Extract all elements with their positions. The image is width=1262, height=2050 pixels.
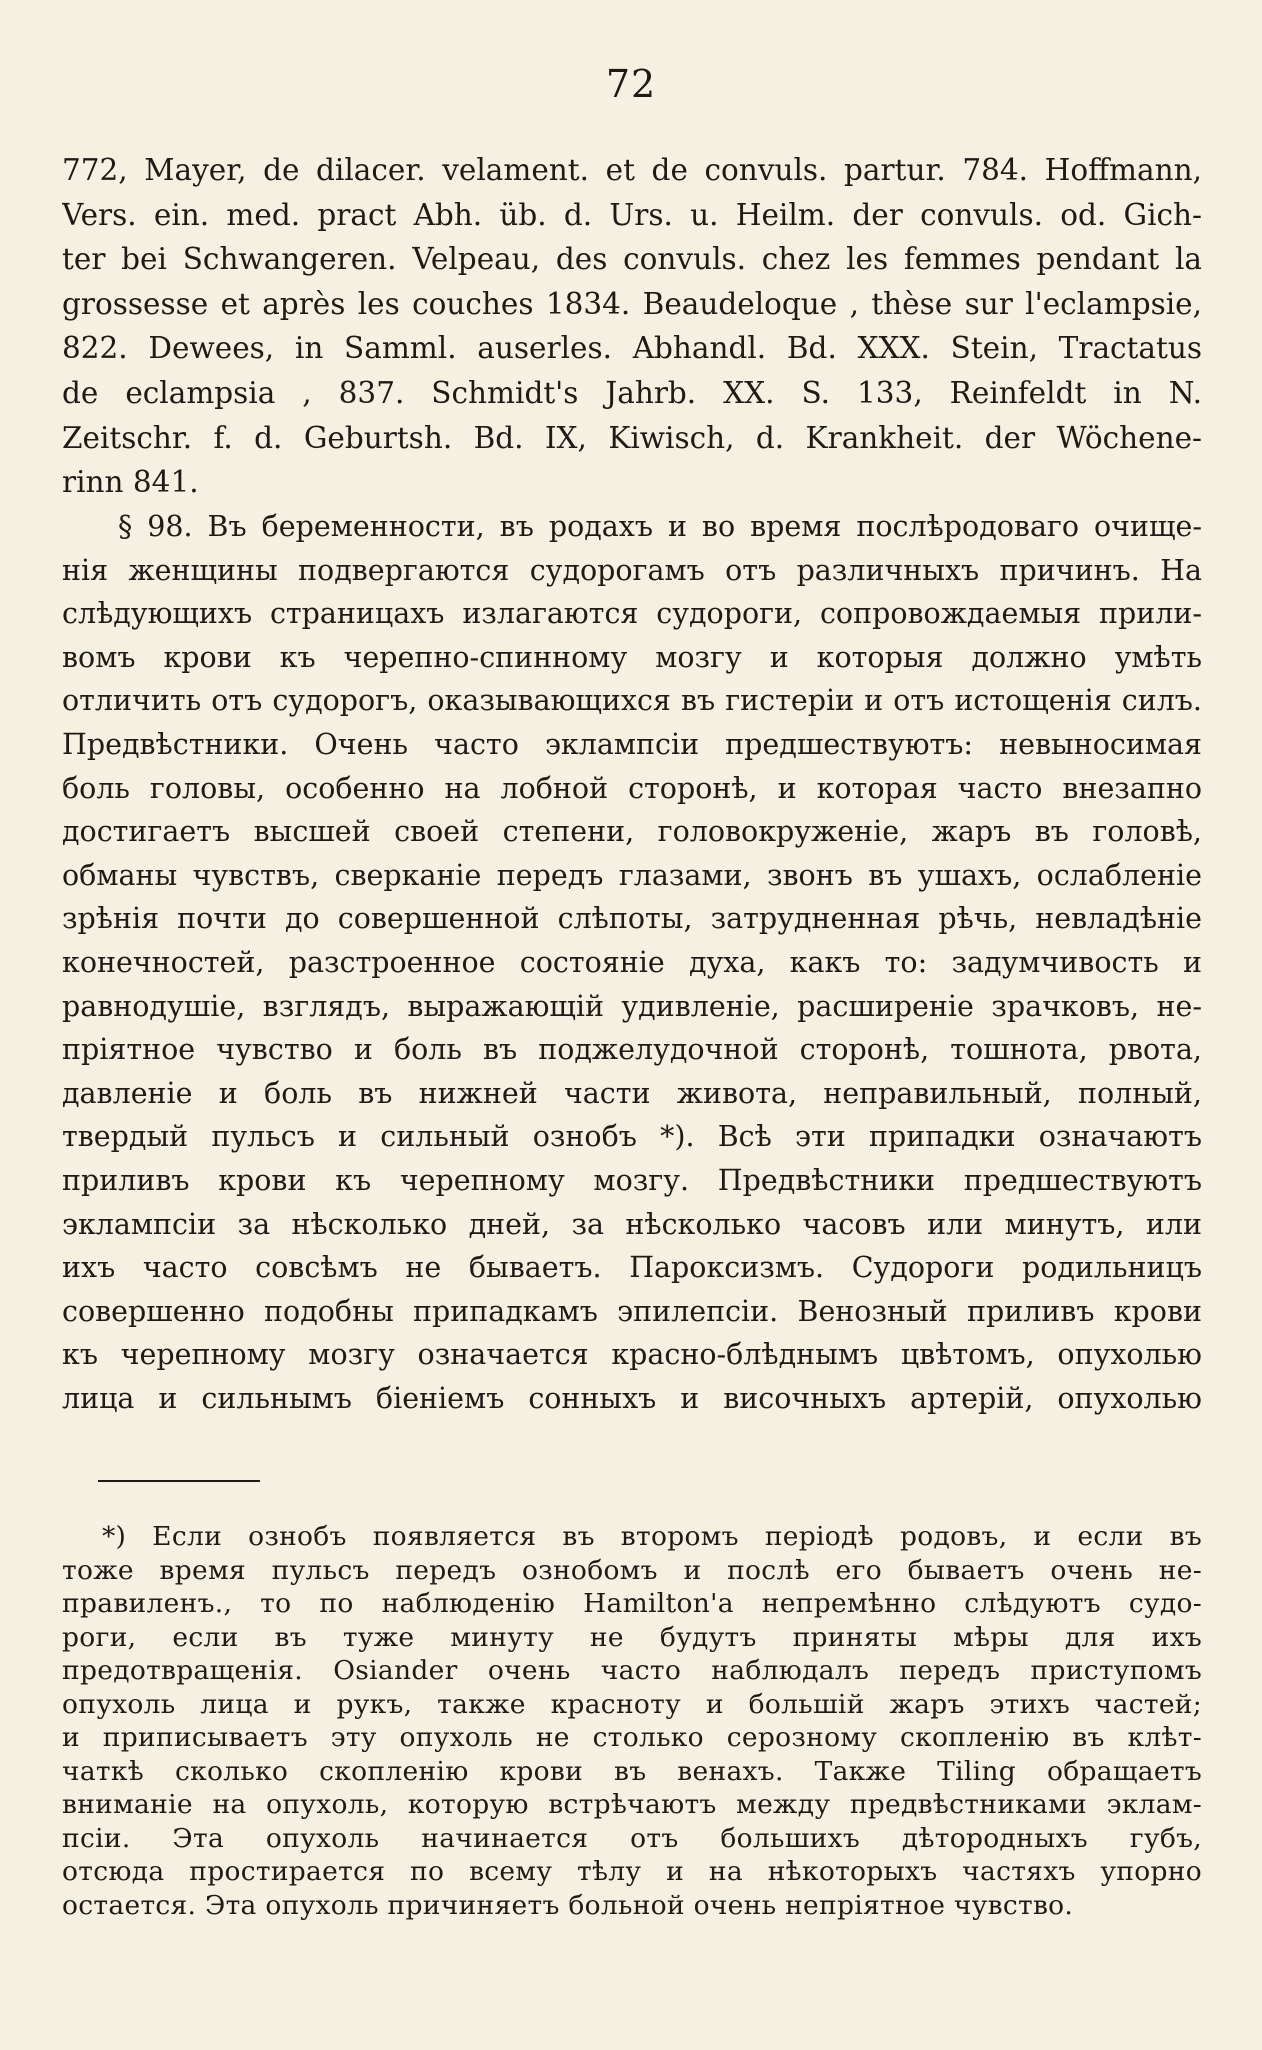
reference-line: ter bei Schwangeren. Velpeau, des convuls. chez les femmes pendant la (62, 242, 1202, 277)
paragraph-line: совершенно подобны припадкамъ эпилепсіи. Венозный приливъ крови (62, 1294, 1202, 1328)
reference-line: Zeitschr. f. d. Geburtsh. Bd. IX, Kiwisch, d. Krankheit. der Wöchene- (62, 420, 1202, 455)
paragraph-line: твердый пульсъ и сильный ознобъ *). Всѣ эти припадки означаютъ (62, 1120, 1202, 1154)
footnote-line: тоже время пульсъ передъ ознобомъ и послѣ его бываетъ очень не- (62, 1554, 1202, 1586)
reference-line: 772, Mayer, de dilacer. velament. et de convuls. partur. 784. Hoffmann, (62, 153, 1202, 187)
paragraph-line: эклампсіи за нѣсколько дней, за нѣсколько часовъ или минутъ, или (62, 1207, 1202, 1241)
footnote-line: предотвращенія. Osiander очень часто наблюдалъ передъ приступомъ (62, 1655, 1202, 1686)
footnote-line: опухоль лица и рукъ, также красноту и большій жаръ этихъ частей; (62, 1688, 1202, 1720)
reference-line: Vers. ein. med. pract Abh. üb. d. Urs. u. Heilm. der convuls. od. Gich- (62, 197, 1202, 232)
paragraph-line: § 98. Въ беременности, въ родахъ и во время послѣродоваго очище- (118, 510, 1202, 543)
paragraph-line: конечностей, разстроенное состояніе духа, какъ то: задумчивость и (62, 945, 1202, 979)
paragraph-line: равнодушіе, взглядъ, выражающій удивленіе, расширеніе зрачковъ, не- (62, 989, 1202, 1023)
main-paragraph (62, 505, 1202, 1420)
footnote-line: остается. Эта опухоль причиняетъ больной очень непріятное чувство. (62, 1889, 1074, 1921)
footnote-line: и приписываетъ эту опухоль не столько серозному скопленію въ клѣт- (62, 1722, 1202, 1753)
reference-line: rinn 841. (62, 465, 199, 500)
paragraph-line: нія женщины подвергаются судорогамъ отъ различныхъ причинъ. На (62, 553, 1202, 587)
paragraph-line: пріятное чувство и боль въ поджелудочной сторонѣ, тошнота, рвота, (62, 1033, 1202, 1067)
bibliography-references (62, 148, 1202, 505)
paragraph-line: давленіе и боль въ нижней части живота, неправильный, полный, (62, 1076, 1202, 1110)
paragraph-line: къ черепному мозгу означается красно-блѣднымъ цвѣтомъ, опухолью (62, 1338, 1202, 1372)
footnote-line: *) Если ознобъ появляется въ второмъ періодѣ родовъ, и если въ (102, 1521, 1202, 1552)
paragraph-line: Предвѣстники. Очень часто эклампсіи предшествуютъ: невыносимая (62, 727, 1202, 761)
footnote-line: роги, если въ туже минуту не будутъ приняты мѣры для ихъ (62, 1621, 1202, 1653)
paragraph-line: ихъ часто совсѣмъ не бываетъ. Пароксизмъ. Судороги родильницъ (62, 1251, 1202, 1285)
footnote-divider (98, 1480, 260, 1482)
footnote-line: псіи. Эта опухоль начинается отъ большихъ дѣтородныхъ губъ, (62, 1822, 1202, 1854)
paragraph-line: обманы чувствъ, сверканіе передъ глазами, звонъ въ ушахъ, ослабленіе (62, 858, 1202, 892)
footnote (62, 1520, 1202, 1922)
footnote-line: правиленъ., то по наблюденію Hamilton'a непремѣнно слѣдуютъ судо- (62, 1588, 1202, 1619)
footnote-line: отсюда простирается по всему тѣлу и на нѣкоторыхъ частяхъ упорно (62, 1856, 1202, 1887)
paragraph-line: слѣдующихъ страницахъ излагаются судороги, сопровождаемыя прили- (62, 597, 1202, 631)
reference-line: grossesse et après les couches 1834. Beaudeloque , thèse sur l'eclampsie, (62, 286, 1202, 321)
footnote-line: вниманіе на опухоль, которую встрѣчаютъ между предвѣстниками эклам- (62, 1789, 1202, 1820)
page-number: 72 (605, 62, 657, 106)
paragraph-line: боль головы, особенно на лобной сторонѣ, и которая часто внезапно (62, 771, 1202, 805)
paragraph-line: лица и сильнымъ біеніемъ сонныхъ и височныхъ артерій, опухолью (62, 1381, 1202, 1415)
paragraph-line: зрѣнія почти до совершенной слѣпоты, затрудненная рѣчь, невладѣніе (62, 902, 1202, 936)
paragraph-line: приливъ крови къ черепному мозгу. Предвѣстники предшествуютъ (62, 1163, 1202, 1197)
paragraph-line: достигаетъ высшей своей степени, головокруженіе, жаръ въ головѣ, (62, 815, 1202, 849)
paragraph-line: отличить отъ судорогъ, оказывающихся въ гистеріи и отъ истощенія силъ. (62, 684, 1202, 718)
footnote-line: чаткѣ сколько скопленію крови въ венахъ. Также Tiling обращаетъ (62, 1755, 1202, 1787)
reference-line: 822. Dewees, in Samml. auserles. Abhandl. Bd. XXX. Stein, Tractatus (62, 331, 1202, 366)
reference-line: de eclampsia , 837. Schmidt's Jahrb. XX. S. 133, Reinfeldt in N. (62, 375, 1202, 410)
paragraph-line: вомъ крови къ черепно-спинному мозгу и которыя должно умѣть (62, 640, 1202, 674)
